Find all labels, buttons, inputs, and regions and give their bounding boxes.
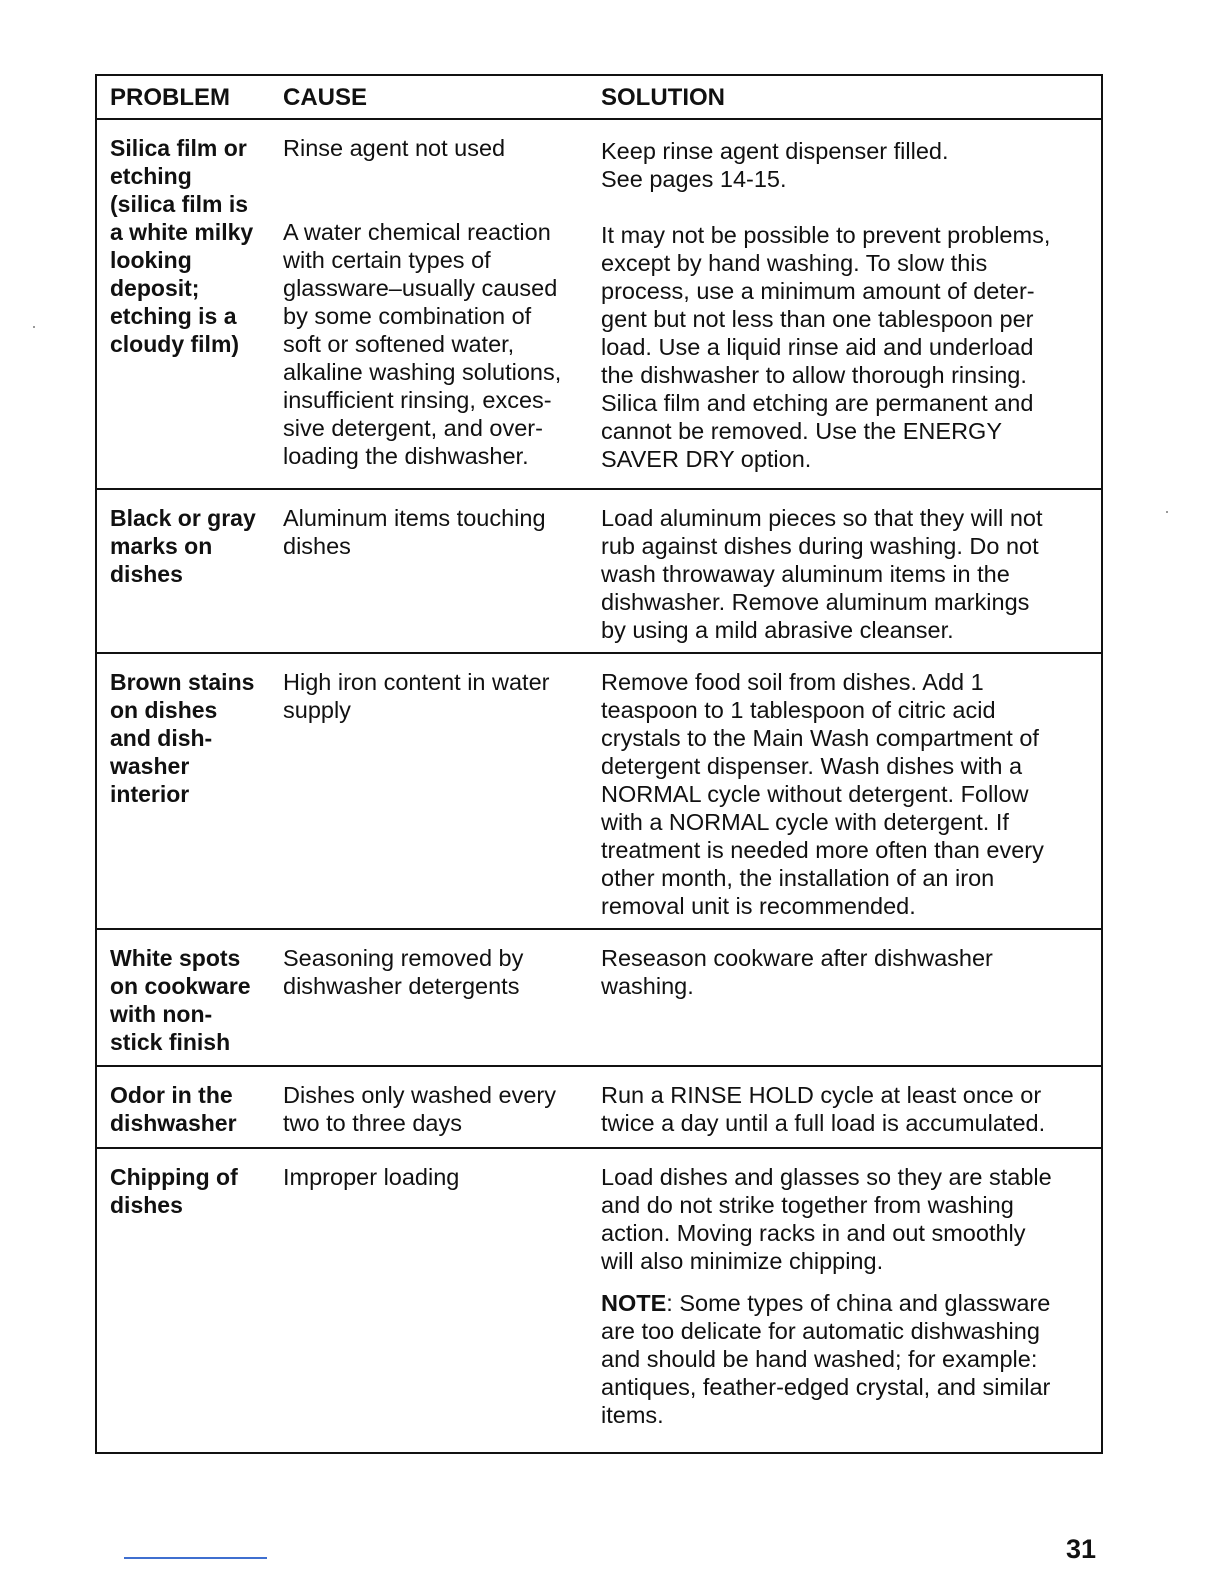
problem-cell: Silica film or etching (silica film is a white milky looking deposit; etching is a cloudy film) — [110, 135, 254, 357]
table-row — [97, 930, 1101, 1067]
cause-cell: Improper loading — [283, 1164, 460, 1190]
note-paragraph — [601, 1289, 1087, 1429]
table-row — [97, 120, 1101, 490]
cause-cell: Aluminum items touching dishes — [283, 505, 546, 559]
problem-cell: Odor in the dishwasher — [110, 1082, 237, 1136]
header-problem: PROBLEM — [110, 84, 230, 111]
solution-cell: Run a RINSE HOLD cycle at least once or twice a day until a full load is accumulated. — [601, 1082, 1046, 1136]
table-row — [97, 1067, 1101, 1149]
page-number: 31 — [1066, 1534, 1097, 1564]
solution-cell: Remove food soil from dishes. Add 1 teaspoon to 1 tablespoon of citric acid crystals to the Main Wash compartment of detergent dispenser. Wash dishes with a NORMAL cycle without detergent. Follow with a NORMAL cycle with detergent. If treatment is needed more often than every other month, the installation of an iron removal unit is recommended. — [601, 669, 1044, 919]
solution-cell — [601, 120, 1101, 488]
table-header — [97, 76, 1101, 120]
table-row — [97, 1149, 1101, 1452]
solution-text: Keep rinse agent dispenser filled. See pages 14-15. — [601, 138, 949, 192]
table-row — [97, 654, 1101, 930]
note-label: NOTE — [601, 1290, 667, 1316]
solution-cell: Load aluminum pieces so that they will not rub against dishes during washing. Do not wash throwaway aluminum items in the dishwasher. Remove aluminum markings by using a mild abrasive cleanser. — [601, 505, 1043, 643]
table-row — [97, 490, 1101, 654]
cause-text: A water chemical reaction with certain types of glassware–usually caused by some combination of soft or softened water, alkaline washing solutions, insufficient rinsing, exces- sive detergent, and over- loading the dishwasher. — [283, 219, 562, 469]
scan-speck — [1166, 511, 1168, 513]
solution-cell: Reseason cookware after dishwasher washing. — [601, 945, 993, 999]
scan-underline-mark — [124, 1557, 267, 1559]
cause-cell: Dishes only washed every two to three days — [283, 1082, 556, 1136]
cause-cell: High iron content in water supply — [283, 669, 550, 723]
solution-cell — [601, 1149, 1101, 1452]
scan-speck — [33, 326, 35, 328]
cause-text: Rinse agent not used — [283, 135, 506, 161]
troubleshooting-table — [95, 74, 1103, 1454]
problem-cell: Chipping of dishes — [110, 1164, 238, 1218]
problem-cell: Brown stains on dishes and dish- washer interior — [110, 669, 255, 807]
header-solution: SOLUTION — [601, 84, 725, 111]
problem-cell: White spots on cookware with non- stick finish — [110, 945, 251, 1055]
problem-cell: Black or gray marks on dishes — [110, 505, 256, 587]
solution-text: Load dishes and glasses so they are stable and do not strike together from washing action. Moving racks in and out smoothly will also minimize chipping. — [601, 1164, 1052, 1274]
header-cause: CAUSE — [283, 84, 368, 111]
note-text: : Some types of china and glassware are too delicate for automatic dishwashing and should be hand washed; for example: antiques, feather-edged crystal, and similar items. — [601, 1290, 1051, 1428]
cause-cell: Seasoning removed by dishwasher detergents — [283, 945, 524, 999]
cause-cell — [283, 120, 601, 488]
solution-text: It may not be possible to prevent problems, except by hand washing. To slow this process, use a minimum amount of deter- gent but not less than one tablespoon per load. Use a liquid rinse aid and underload the dishwasher to allow thorough rinsing. Silica film and etching are permanent and cannot be removed. Use the ENERGY SAVER DRY option. — [601, 222, 1051, 472]
